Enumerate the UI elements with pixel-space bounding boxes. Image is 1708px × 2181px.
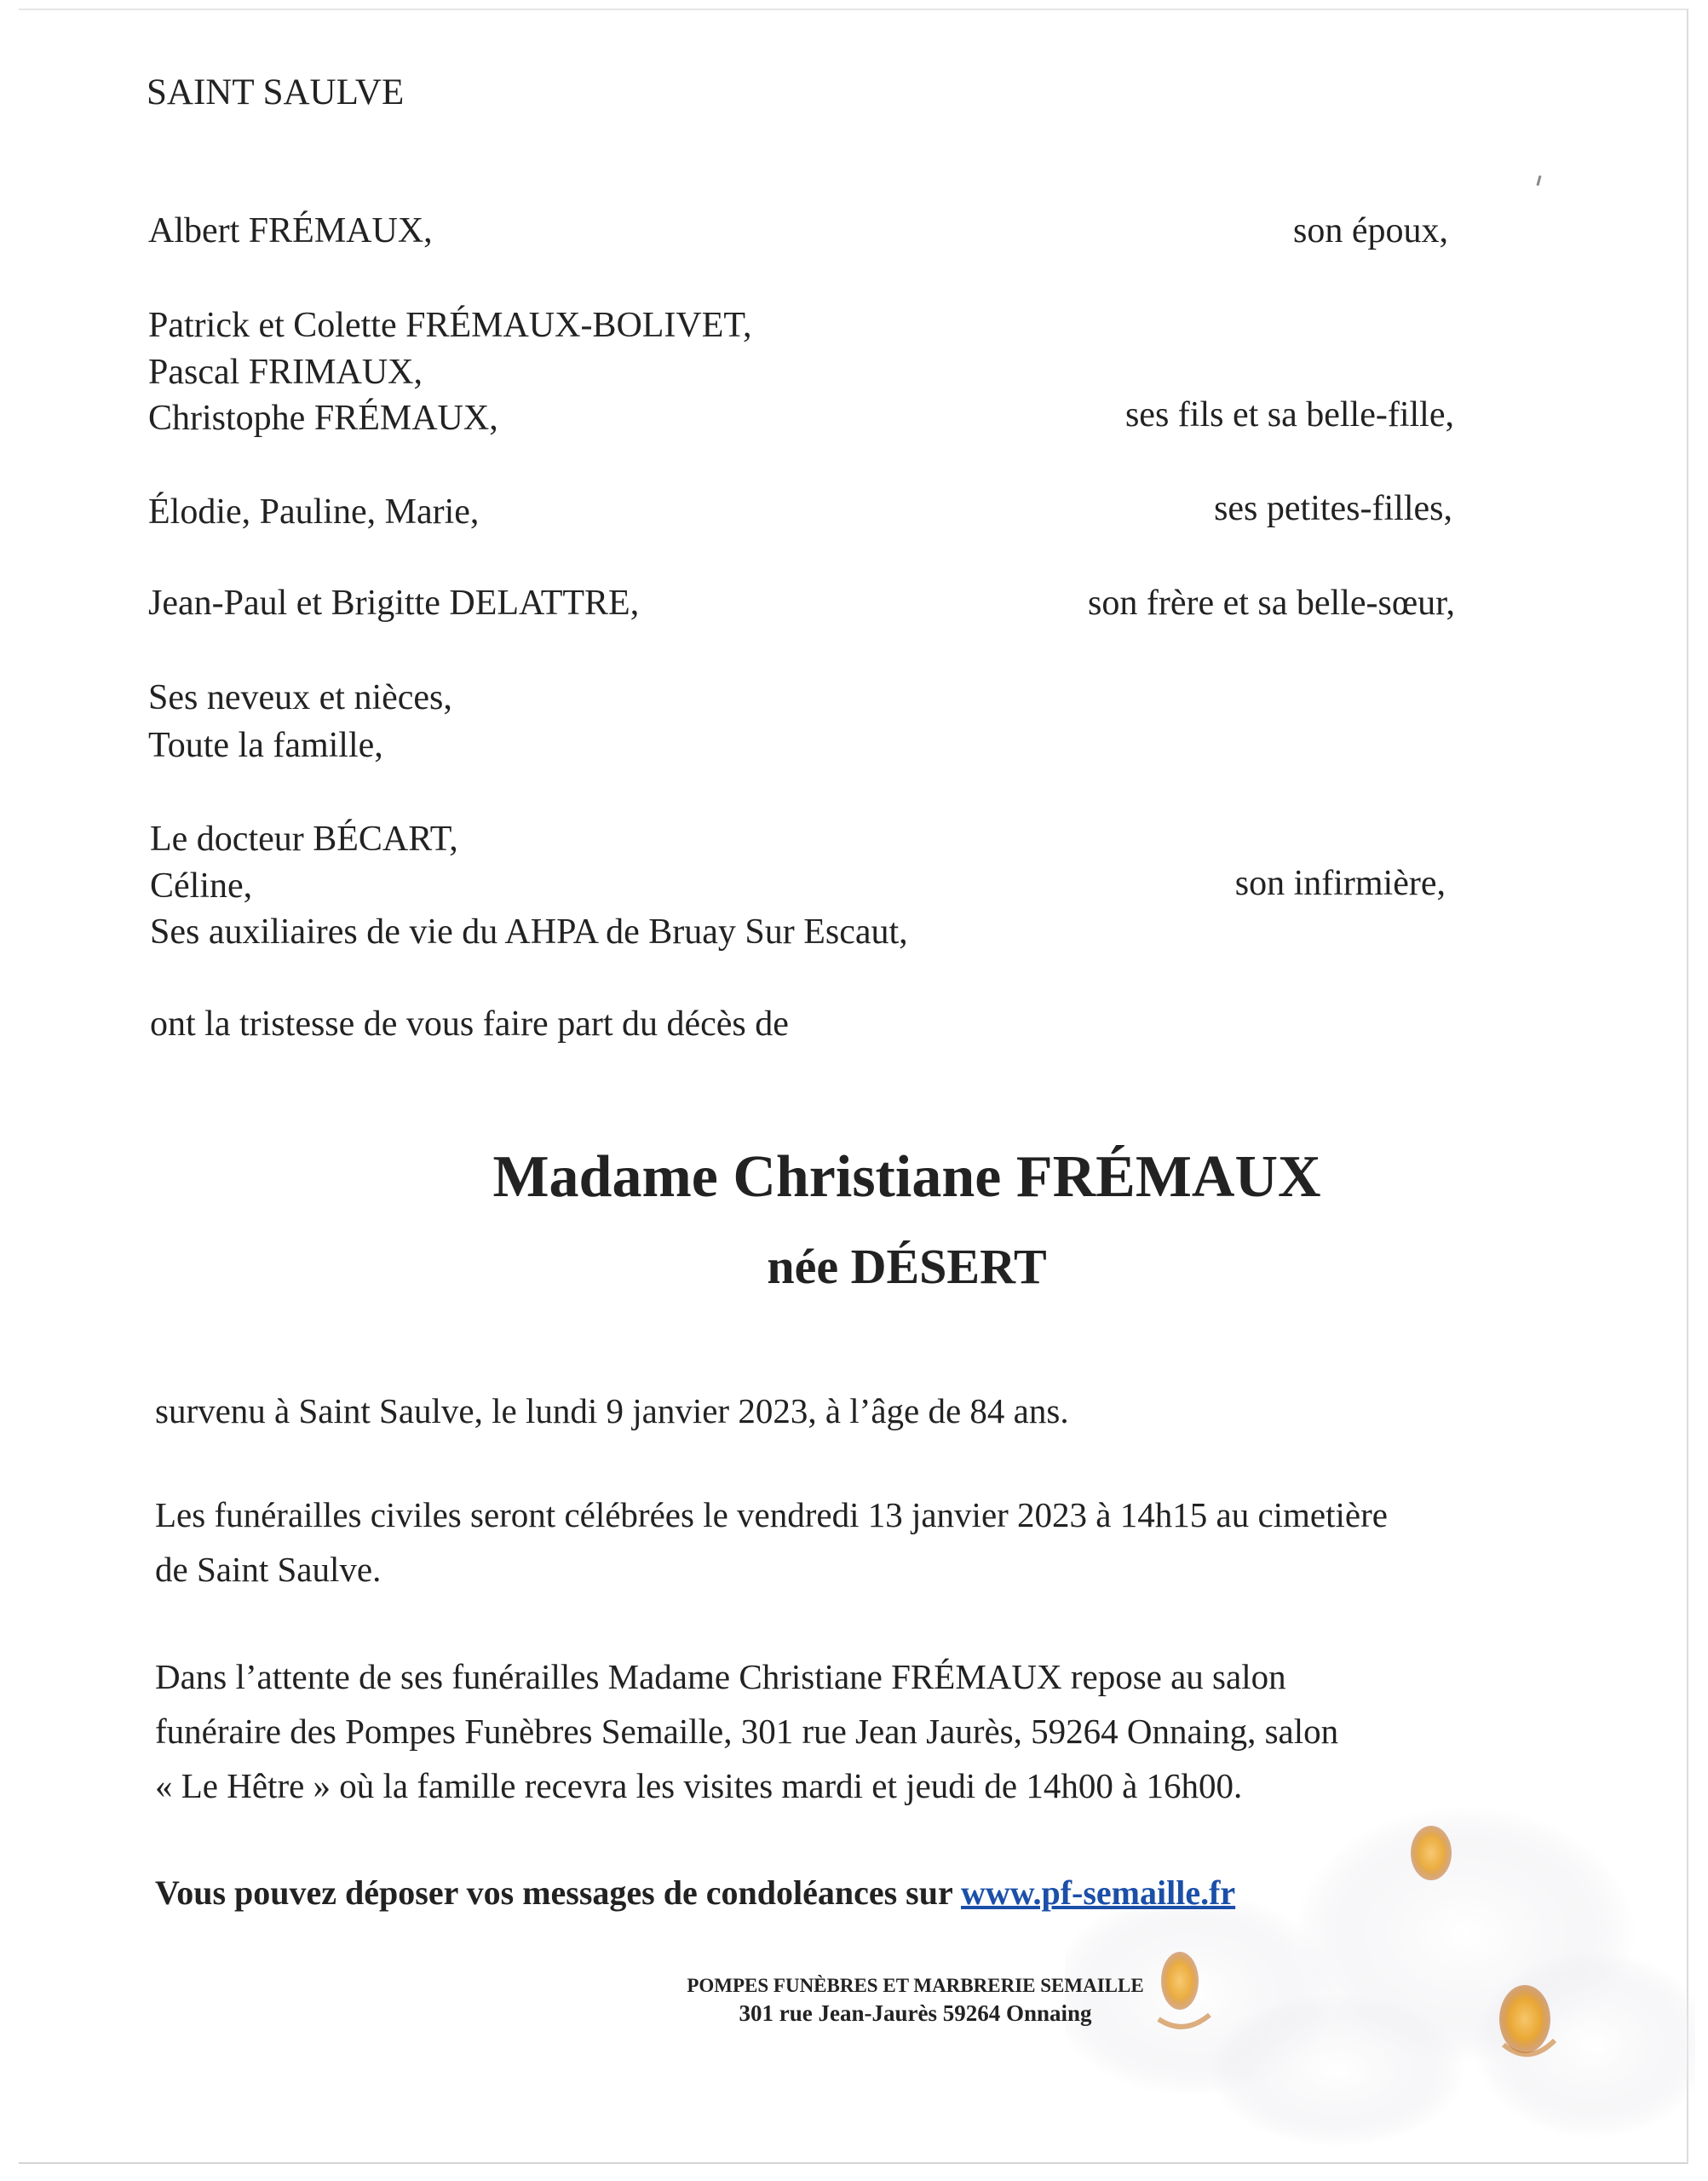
family-name-son-2: Pascal FRIMAUX, xyxy=(148,353,423,392)
relation-spouse: son époux, xyxy=(1293,211,1448,250)
family-name-nephews: Ses neveux et nièces, xyxy=(148,678,452,717)
deceased-maiden-name: née DÉSERT xyxy=(767,1239,1047,1294)
town-heading: SAINT SAULVE xyxy=(147,72,405,112)
relation-sons: ses fils et sa belle-fille, xyxy=(1124,395,1454,434)
footer-company-name: POMPES FUNÈBRES ET MARBRERIE SEMAILLE xyxy=(687,1975,1144,1996)
announcement-text: ont la tristesse de vous faire part du décès de xyxy=(150,1004,789,1044)
rest-details-line-3: « Le Hêtre » où la famille recevra les visites mardi et jeudi de 14h00 à 16h00. xyxy=(155,1766,1243,1805)
funeral-details-line-1: Les funérailles civiles seront célébrées le vendredi 13 janvier 2023 à 14h15 au cimetière xyxy=(155,1495,1388,1534)
family-name-son-3: Christophe FRÉMAUX, xyxy=(148,399,498,438)
deceased-name: Madame Christiane FRÉMAUX xyxy=(492,1144,1321,1210)
condolences-message xyxy=(155,1866,1235,1920)
condolences-website-link[interactable]: www.pf-semaille.fr xyxy=(961,1873,1236,1912)
family-name-spouse: Albert FRÉMAUX, xyxy=(148,211,433,250)
relation-brother: son frère et sa belle-sœur, xyxy=(1088,584,1455,623)
family-name-doctor: Le docteur BÉCART, xyxy=(150,820,458,859)
family-name-son-1: Patrick et Colette FRÉMAUX-BOLIVET, xyxy=(148,306,752,345)
rest-details-line-2: funéraire des Pompes Funèbres Semaille, 301 rue Jean Jaurès, 59264 Onnaing, salon xyxy=(155,1712,1339,1751)
family-name-whole-family: Toute la famille, xyxy=(148,726,383,765)
funeral-details-line-2: de Saint Saulve. xyxy=(155,1550,382,1589)
family-name-brother: Jean-Paul et Brigitte DELATTRE, xyxy=(148,584,640,623)
relation-nurse: son infirmière, xyxy=(1234,864,1446,903)
family-name-granddaughters: Élodie, Pauline, Marie, xyxy=(148,492,480,532)
family-name-carers: Ses auxiliaires de vie du AHPA de Bruay Sur Escaut, xyxy=(150,912,908,952)
condolences-text: Vous pouvez déposer vos messages de condoléances sur xyxy=(155,1873,961,1912)
death-details: survenu à Saint Saulve, le lundi 9 janvier 2023, à l’âge de 84 ans. xyxy=(155,1391,1069,1430)
footer-address: 301 rue Jean-Jaurès 59264 Onnaing xyxy=(739,2000,1092,2026)
orchid-flower-decoration xyxy=(1065,1764,1695,2155)
relation-granddaughters: ses petites-filles, xyxy=(1214,489,1452,528)
family-name-nurse: Céline, xyxy=(150,866,253,906)
rest-details-line-1: Dans l’attente de ses funérailles Madame Christiane FRÉMAUX repose au salon xyxy=(155,1657,1286,1696)
